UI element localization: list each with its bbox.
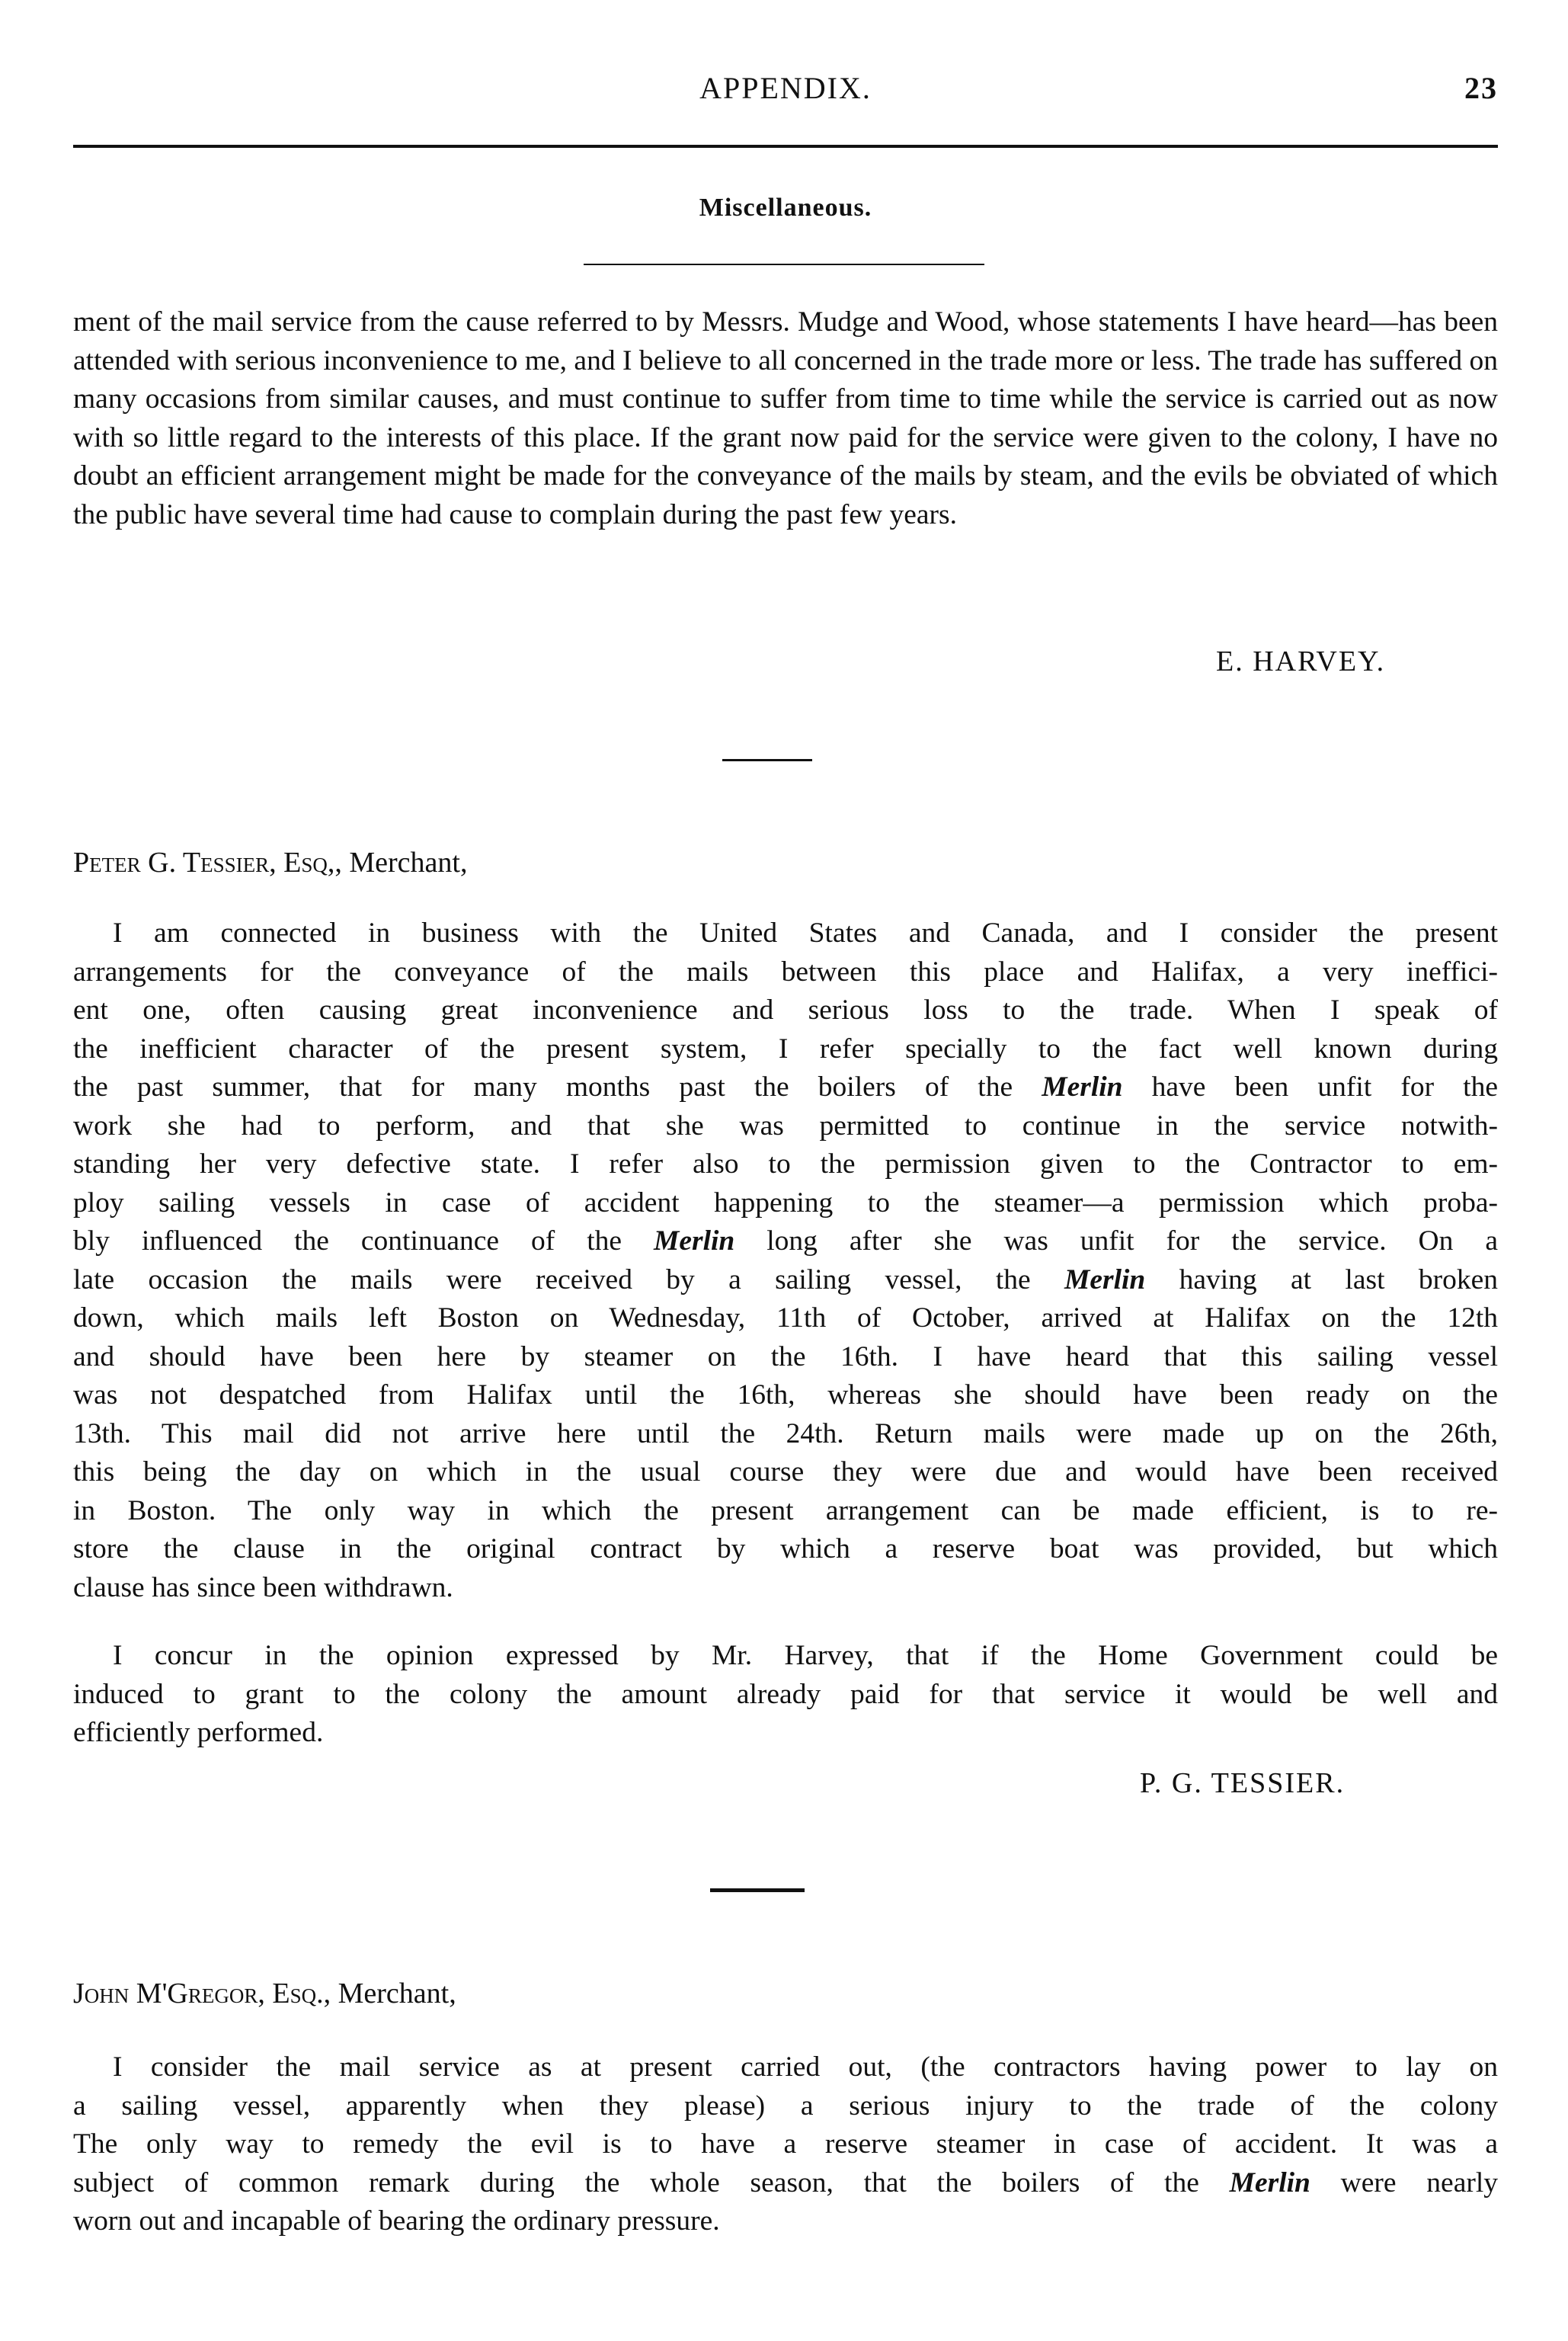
tessier-paragraph-2 bbox=[73, 1637, 1498, 1753]
text-line: work she had to perform, and that she was permitted to continue in the service notwith- bbox=[73, 1110, 1498, 1142]
separator-rule-2 bbox=[710, 1888, 805, 1892]
mgregor-salutation-name: John M'Gregor, Esq., bbox=[73, 1978, 331, 2010]
text-line: late occasion the mails were received by a sailing vessel, the Merlin having at last broken bbox=[73, 1263, 1498, 1295]
tessier-salutation-role: Merchant, bbox=[349, 847, 468, 879]
mgregor-salutation bbox=[73, 1977, 456, 2010]
text-line: was not despatched from Halifax until the 16th, whereas she should have been ready on the bbox=[73, 1379, 1498, 1411]
text-line: down, which mails left Boston on Wednesday, 11th of October, arrived at Halifax on the 12th bbox=[73, 1302, 1498, 1334]
text-line: this being the day on which in the usual course they were due and would have been received bbox=[73, 1456, 1498, 1488]
harvey-signature: E. HARVEY. bbox=[1216, 645, 1386, 677]
section-heading: Miscellaneous. bbox=[699, 194, 872, 222]
text-line: induced to grant to the colony the amount already paid for that service it would be well and bbox=[73, 1678, 1498, 1710]
running-head-title: APPENDIX. bbox=[699, 71, 872, 105]
text-line: ent one, often causing great inconvenience and serious loss to the trade. When I speak of bbox=[73, 994, 1498, 1026]
text-line: efficiently performed. bbox=[73, 1717, 324, 1748]
header-rule bbox=[73, 145, 1498, 148]
text-line: arrangements for the conveyance of the mails between this place and Halifax, a very ineffici- bbox=[73, 956, 1498, 988]
harvey-continuation-paragraph: ment of the mail service from the cause referred to by Messrs. Mudge and Wood, whose statements I have heard—has been attended with serious inconvenience to me, and I believe to all concerned in the trade more or less. The trade has suffered on many occasions from similar causes, and must continue to suffer from time to time while the service is carried out as now with so little regard to the interests of this place. If the grant now paid for the service were given to the colony, I have no doubt an efficient arrangement might be made for the conveyance of the mails by steam, and the evils be obviated of which the public have several time had cause to complain during the past few years. bbox=[73, 306, 1498, 530]
text-line: I consider the mail service as at present carried out, (the contractors having power to lay on bbox=[113, 2051, 1498, 2083]
running-head bbox=[73, 70, 1498, 116]
text-line: and should have been here by steamer on the 16th. I have heard that this sailing vessel bbox=[73, 1340, 1498, 1372]
text-line: subject of common remark during the whole season, that the boilers of the Merlin were nearly bbox=[73, 2166, 1498, 2198]
text-line: I concur in the opinion expressed by Mr. Harvey, that if the Home Government could be bbox=[113, 1640, 1498, 1671]
text-line: 13th. This mail did not arrive here until the 24th. Return mails were made up on the 26th, bbox=[73, 1417, 1498, 1449]
mgregor-paragraph bbox=[73, 2048, 1498, 2241]
section-heading-rule bbox=[584, 264, 984, 265]
text-line: worn out and incapable of bearing the ordinary pressure. bbox=[73, 2205, 720, 2237]
text-line: The only way to remedy the evil is to have a reserve steamer in case of accident. It was a bbox=[73, 2128, 1498, 2160]
separator-rule-1 bbox=[722, 759, 812, 761]
text-line: I am connected in business with the United States and Canada, and I consider the present bbox=[113, 918, 1498, 949]
text-line: a sailing vessel, apparently when they please) a serious injury to the trade of the colony bbox=[73, 2090, 1498, 2122]
text-line: clause has since been withdrawn. bbox=[73, 1571, 453, 1603]
tessier-salutation bbox=[73, 846, 467, 879]
tessier-signature: P. G. TESSIER. bbox=[1140, 1767, 1346, 1799]
text-line: the past summer, that for many months past the boilers of the Merlin have been unfit for the bbox=[73, 1071, 1498, 1103]
text-line: the inefficient character of the present system, I refer specially to the fact well known during bbox=[73, 1033, 1498, 1065]
text-line: bly influenced the continuance of the Merlin long after she was unfit for the service. On a bbox=[73, 1225, 1498, 1257]
text-line: ploy sailing vessels in case of accident happening to the steamer—a permission which proba- bbox=[73, 1187, 1498, 1219]
page-number: 23 bbox=[1464, 71, 1498, 105]
text-line: in Boston. The only way in which the present arrangement can be made efficient, is to re- bbox=[73, 1494, 1498, 1526]
tessier-salutation-name: Peter G. Tessier, Esq,, bbox=[73, 847, 342, 879]
tessier-paragraph-1 bbox=[73, 914, 1498, 1607]
mgregor-salutation-role: Merchant, bbox=[338, 1978, 456, 2010]
text-line: standing her very defective state. I refer also to the permission given to the Contractor to em- bbox=[73, 1148, 1498, 1180]
text-line: store the clause in the original contract by which a reserve boat was provided, but which bbox=[73, 1533, 1498, 1564]
